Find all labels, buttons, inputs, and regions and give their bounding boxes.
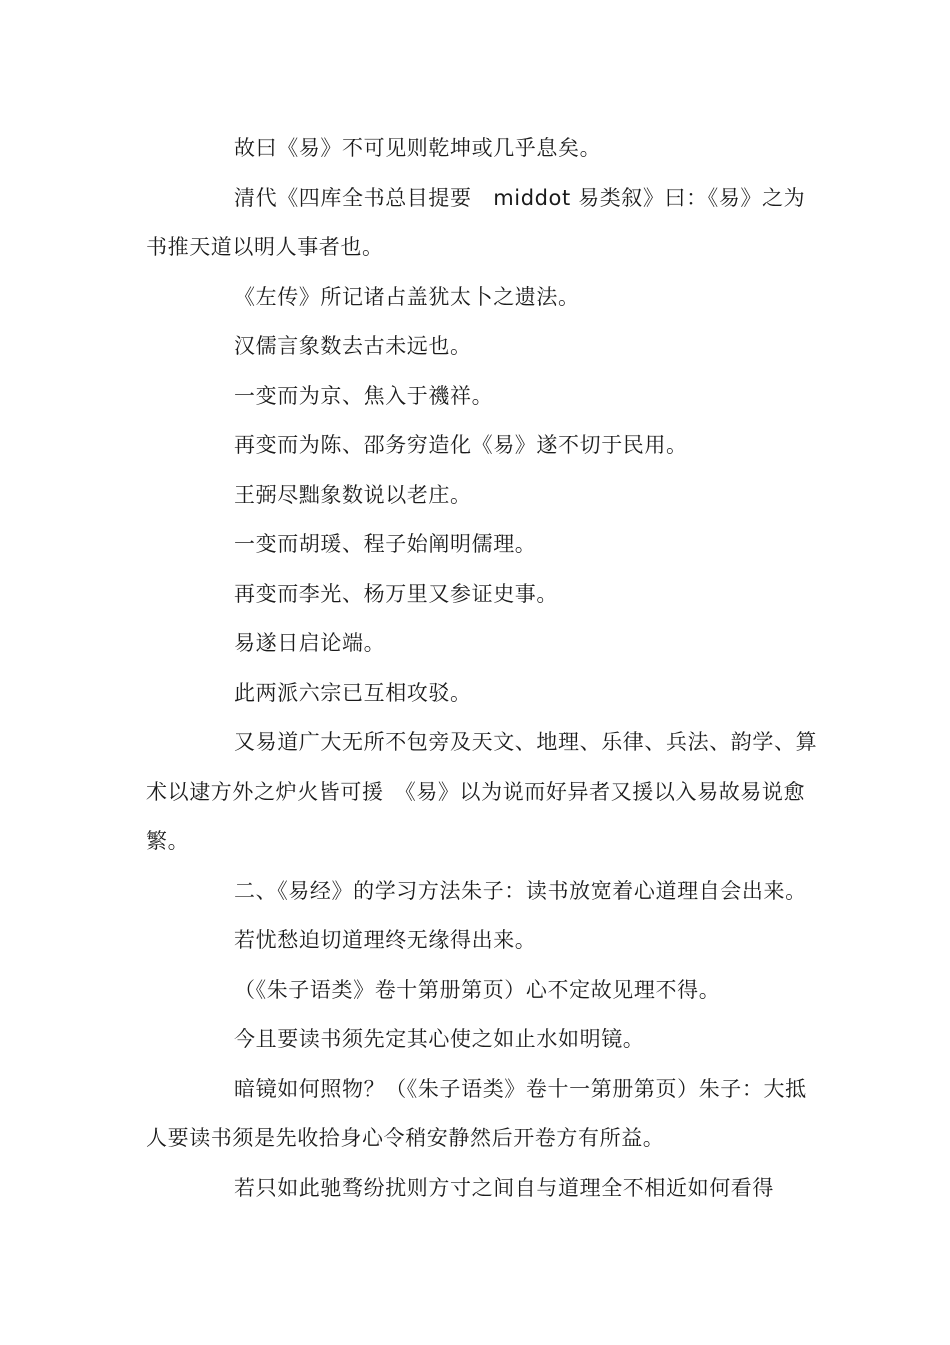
paragraph-14: 若忧愁迫切道理终无缘得出来。 — [234, 928, 537, 952]
paragraph-9: 再变而李光、杨万里又参证史事。 — [234, 581, 558, 606]
document-body — [146, 124, 826, 1213]
paragraph-2: 清代《四库全书总目提要 middot 易类叙》曰：《易》之为书推天道以明人事者也。 — [146, 185, 806, 259]
paragraph-7: 王弼尽黜象数说以老庄。 — [234, 482, 472, 507]
paragraph-8: 一变而胡瑗、程子始阐明儒理。 — [234, 532, 537, 556]
paragraph-15: （《朱子语类》卷十第册第页）心不定故见理不得。 — [234, 977, 721, 1002]
paragraph-12: 又易道广大无所不包旁及天文、地理、乐律、兵法、韵学、算术以逮方外之炉火皆可援 《易》以为说而好异者又援以入易故易说愈繁。 — [146, 730, 818, 853]
paragraph-1: 故曰《易》不可见则乾坤或几乎息矣。 — [234, 136, 602, 160]
paragraph-17: 暗镜如何照物？（《朱子语类》卷十一第册第页）朱子：大抵人要读书须是先收拾身心令稍安静然后开卷方有所益。 — [146, 1076, 807, 1150]
paragraph-6: 再变而为陈、邵务穷造化《易》遂不切于民用。 — [234, 433, 688, 457]
paragraph-18: 若只如此驰骛纷扰则方寸之间自与道理全不相近如何看得 — [234, 1175, 774, 1200]
paragraph-10: 易遂日启论端。 — [234, 631, 386, 655]
paragraph-11: 此两派六宗已互相攻驳。 — [234, 680, 472, 705]
paragraph-13: 二、《易经》的学习方法朱子：读书放宽着心道理自会出来。 — [234, 878, 807, 903]
paragraph-5: 一变而为京、焦入于禨祥。 — [234, 383, 494, 408]
paragraph-4: 汉儒言象数去古未远也。 — [234, 334, 472, 358]
paragraph-16: 今且要读书须先定其心使之如止水如明镜。 — [234, 1027, 645, 1051]
paragraph-3: 《左传》所记诸占盖犹太卜之遗法。 — [234, 284, 580, 309]
